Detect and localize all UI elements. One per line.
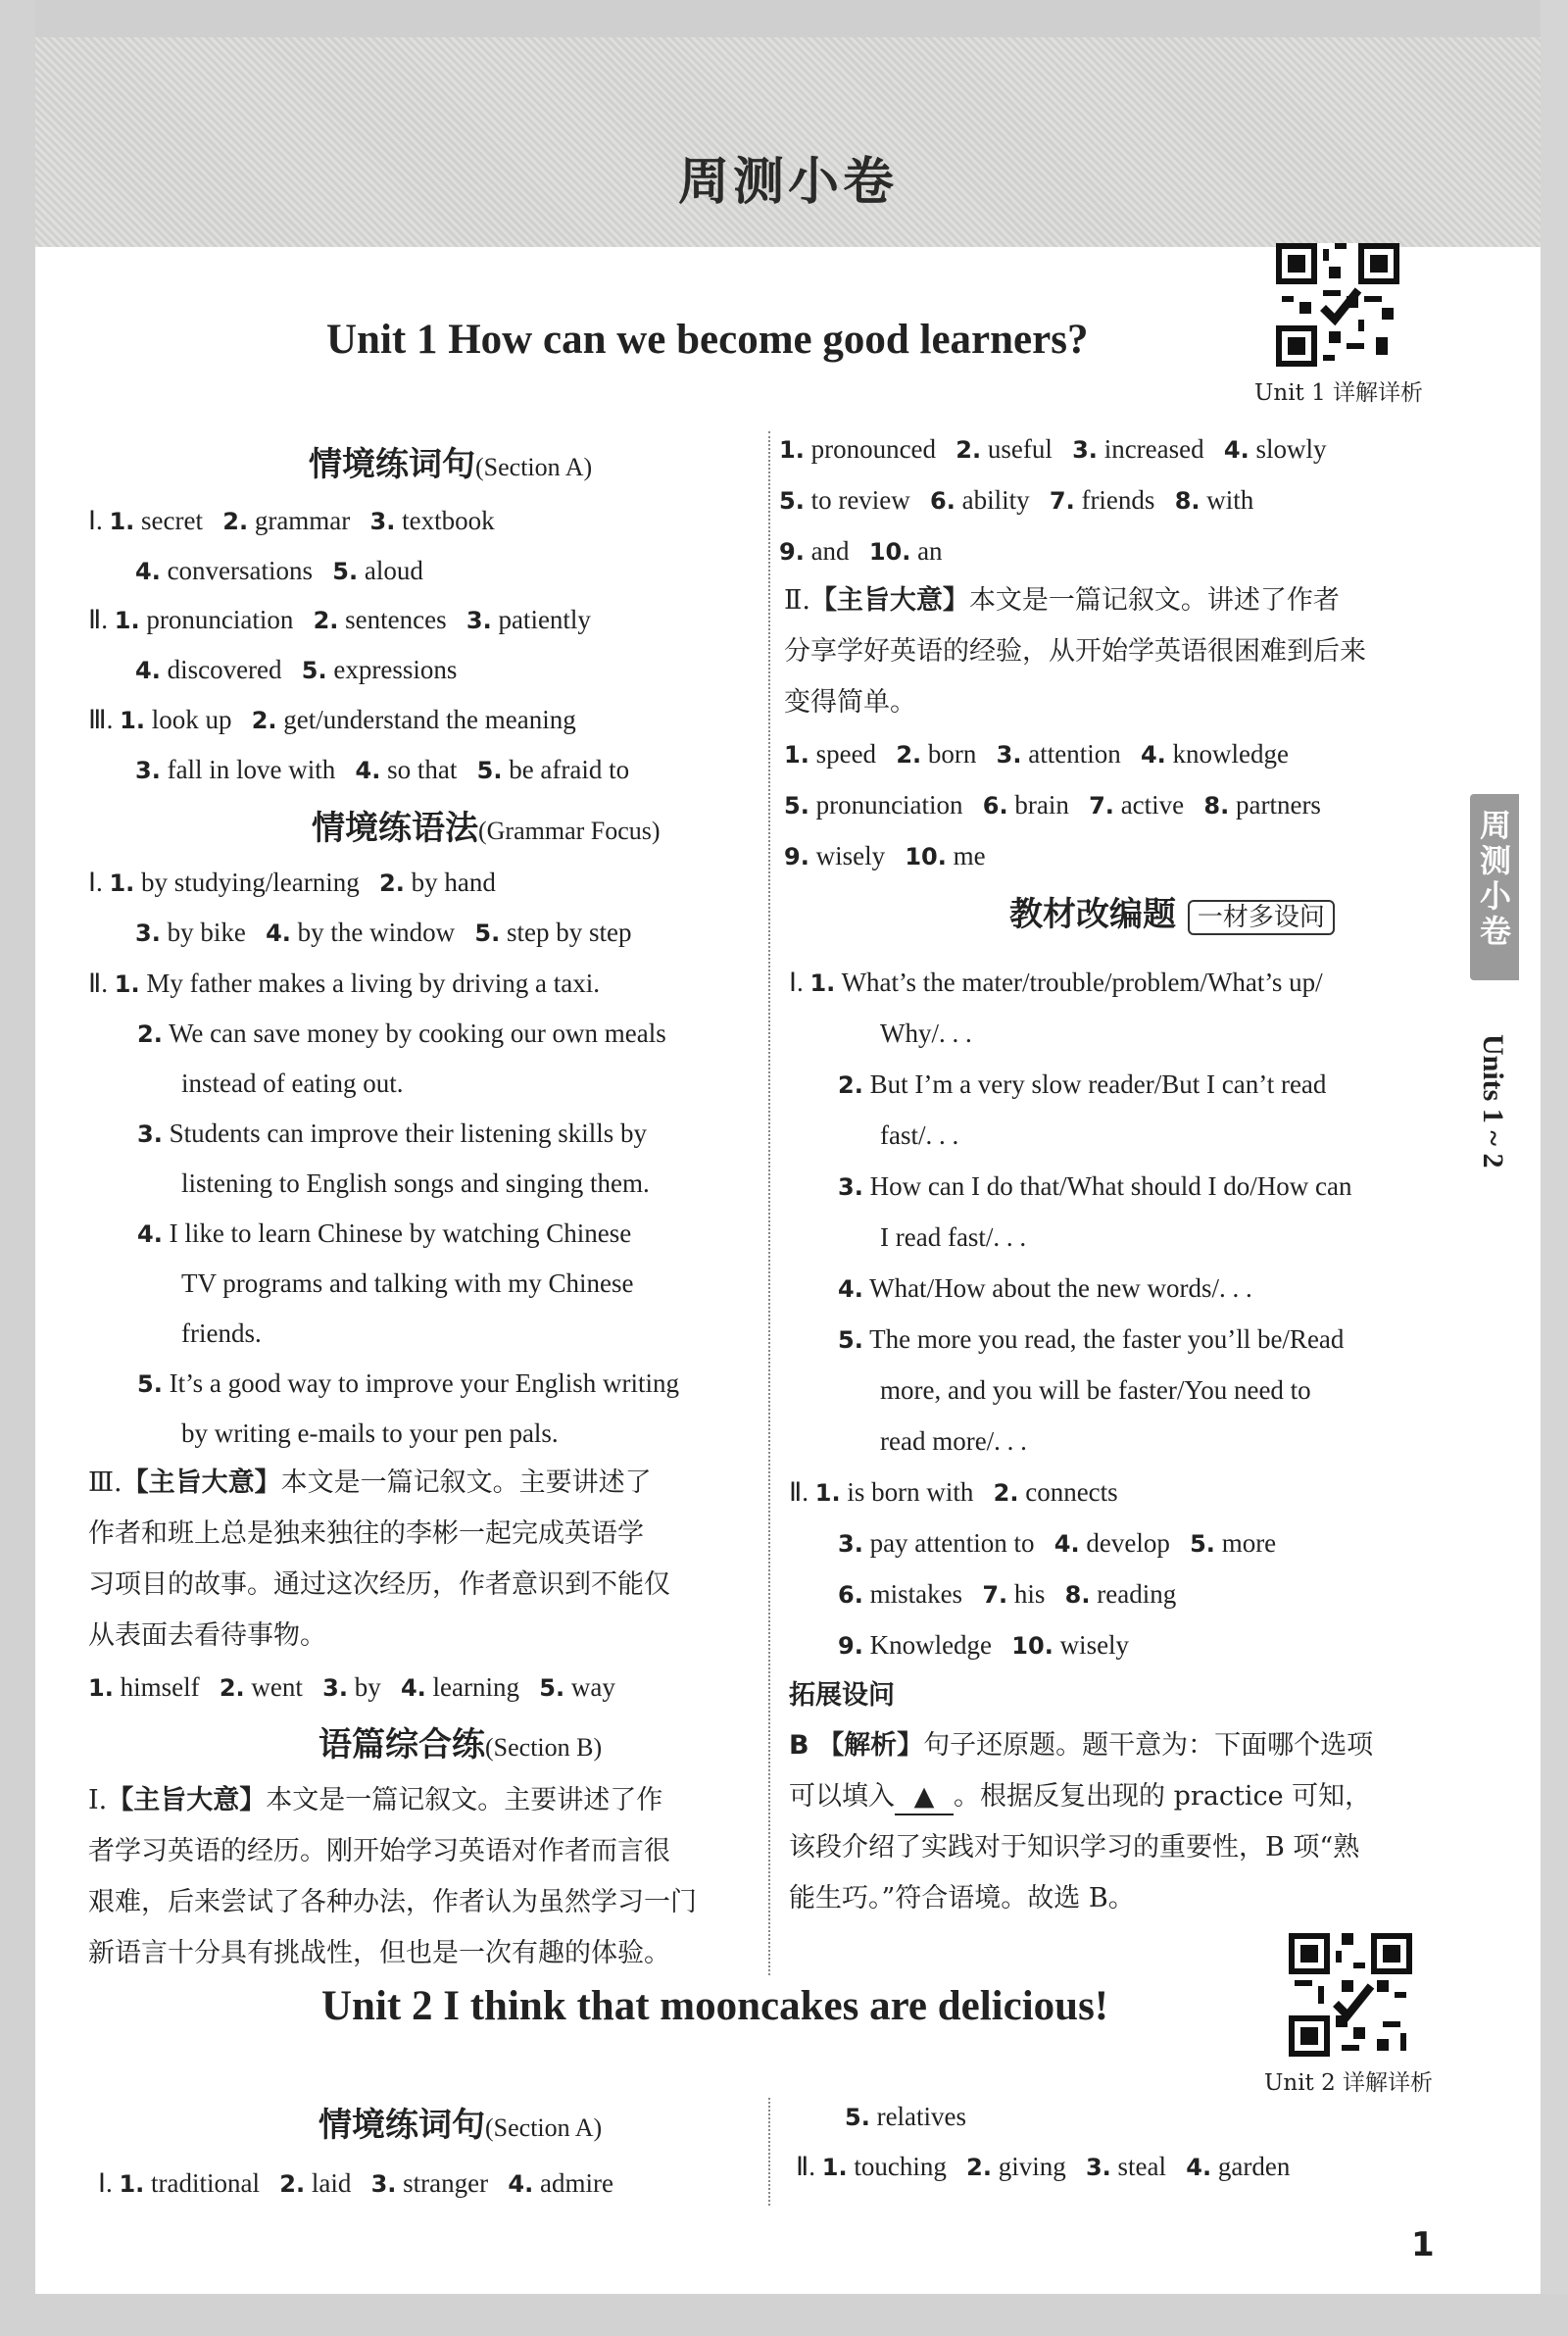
answer-number: 4. [135,657,161,684]
scan-edge-right [1541,0,1568,2336]
answer-text: pronunciation [815,790,963,820]
qr-caption-unit1: Unit 1 详解详析 [1254,380,1424,406]
answer-number: 3. [838,1530,863,1558]
answer-line [88,1670,615,1705]
answer-line [838,1068,1326,1102]
answer-text: aloud [364,556,423,585]
answer-line [135,753,629,787]
roman-numeral: Ⅱ. [796,2152,816,2181]
answer-number: 7. [1089,792,1114,820]
answer-text: conversations [167,556,314,585]
answer-text: useful [987,434,1053,464]
answer-number: 1. [114,970,140,998]
answer-number: 4. [400,1674,426,1702]
answer-text: step by step [506,918,632,947]
answer-text: ability [961,485,1030,515]
answer-text: active [1120,790,1185,820]
summary-tag: 【主旨大意】 [809,585,969,616]
summary-line [88,1784,662,1817]
summary-text: 本文是一篇记叙文。讲述了作者 [968,585,1340,616]
answer-number: 7. [982,1581,1008,1609]
answer-text: an [917,536,943,566]
answer-text: What’s the mater/trouble/problem/What’s up/ [841,968,1323,997]
answer-letter: B [789,1730,809,1761]
answer-number: 5. [539,1674,565,1702]
answer-text: by bike [167,918,246,947]
answer-number: 1. [784,741,809,769]
answer-number: 2. [219,1674,245,1702]
answer-line: by writing e-mails to your pen pals. [181,1418,559,1448]
answer-number: 10. [868,538,911,566]
answer-number: 1. [779,436,805,464]
answer-line [135,554,423,588]
answer-number: 3. [370,2170,397,2198]
roman-numeral: Ⅲ. [88,705,114,734]
explanation-line: 该段介绍了实践对于知识学习的重要性，B 项“熟 [789,1832,1360,1863]
summary-text: 本文是一篇记叙文。主要讲述了 [280,1467,652,1498]
answer-number: 2. [896,741,922,769]
answer-line: I read fast/. . . [880,1222,1027,1252]
answer-text: and [810,536,850,566]
answer-text: garden [1217,2152,1291,2181]
answer-text: giving [998,2152,1066,2181]
answer-number: 4. [135,558,161,585]
side-units-label: Units 1 ~ 2 [1477,1034,1509,1168]
section-title-reading-b [318,1717,602,1765]
answer-text: Knowledge [869,1630,993,1660]
section-title-textbook [1009,887,1335,935]
answer-text: get/understand the meaning [283,705,576,734]
answer-text: connects [1025,1477,1118,1507]
answer-number: 2. [222,508,249,535]
answer-line: listening to English songs and singing them. [181,1168,650,1198]
answer-number: 1. [821,2154,848,2181]
answer-text: What/How about the new words/. . . [869,1273,1252,1303]
answer-line [88,504,495,538]
section-title-vocab-a [309,437,592,485]
answer-line [88,866,496,900]
answer-text: himself [120,1672,200,1702]
section-badge: 一材多设问 [1188,900,1335,935]
answer-number: 5. [476,757,503,784]
answer-text: We can save money by cooking our own meals [169,1019,666,1048]
answer-number: 2. [993,1479,1019,1507]
answer-text: pronunciation [146,605,294,634]
answer-number: 3. [135,757,161,784]
answer-number: 3. [838,1173,863,1201]
answer-number: 6. [982,792,1008,820]
answer-number: 5. [845,2104,870,2131]
answer-text: speed [815,739,877,769]
answer-text: wisely [1059,1630,1130,1660]
explanation-text: 句子还原题。题干意为：下面哪个选项 [923,1730,1374,1761]
section-title-text: 教材改编题 [1009,895,1176,934]
answer-line [779,534,943,569]
answer-text: by [354,1672,381,1702]
answer-number: 8. [1174,487,1200,515]
qr-code-icon[interactable] [1289,1933,1412,2057]
answer-line [135,653,457,687]
answer-text: me [953,841,986,870]
unit2-title: Unit 2 I think that mooncakes are delicious! [321,1983,1109,2029]
answer-text: increased [1103,434,1204,464]
page-number: 1 [1411,2225,1435,2264]
answer-text: But I’m a very slow reader/But I can’t read [869,1069,1327,1099]
answer-number: 4. [1186,2154,1212,2181]
answer-number: 3. [996,741,1022,769]
answer-text: touching [854,2152,947,2181]
answer-text: My father makes a living by driving a taxi. [146,969,601,998]
scan-edge-top [0,0,1568,37]
answer-number: 1. [109,870,135,897]
answer-number: 7. [1049,487,1075,515]
section-subtitle: (Section A) [485,2113,603,2142]
scan-edge-left [0,0,35,2336]
answer-text: traditional [151,2168,261,2198]
answer-text: secret [141,506,203,535]
explanation-text: 。根据反复出现的 practice 可知， [954,1781,1372,1812]
answer-number: 5. [301,657,327,684]
answer-number: 1. [88,1674,114,1702]
section-title-text: 情境练词句 [309,445,475,484]
qr-code-icon[interactable] [1276,243,1399,367]
answer-line [137,1367,679,1401]
answer-text: textbook [402,506,495,535]
answer-number: 10. [1011,1632,1054,1660]
answer-text: look up [151,705,232,734]
summary-line [88,1466,652,1500]
summary-line: 变得简单。 [784,687,916,718]
answer-text: by the window [297,918,456,947]
answer-number: 4. [508,2170,534,2198]
answer-number: 3. [322,1674,348,1702]
answer-number: 1. [119,2170,145,2198]
summary-line: 习项目的故事。通过这次经历，作者意识到不能仅 [88,1569,670,1600]
summary-line [784,584,1340,618]
explanation-line [789,1729,1373,1763]
answer-number: 5. [779,487,805,515]
answer-number: 3. [369,508,396,535]
column-divider [768,431,770,1975]
answer-number: 5. [137,1370,163,1398]
answer-text: partners [1235,790,1321,820]
answer-number: 5. [784,792,809,820]
answer-line [838,1322,1344,1357]
summary-line: 分享学好英语的经验，从开始学英语很困难到后来 [784,636,1366,667]
column-divider [768,2098,770,2206]
answer-text: The more you read, the faster you’ll be/Read [869,1324,1345,1354]
answer-text: knowledge [1172,739,1289,769]
answer-line [838,1271,1252,1306]
answer-text: be afraid to [509,755,630,784]
answer-number: 9. [779,538,805,566]
answer-text: Students can improve their listening skills by [169,1118,648,1148]
roman-numeral: Ⅲ. [88,1467,122,1498]
answer-number: 4. [1054,1530,1080,1558]
answer-line: read more/. . . [880,1426,1027,1456]
answer-line [137,1117,647,1151]
summary-text: 本文是一篇记叙文。主要讲述了作 [266,1785,663,1815]
answer-line [838,1169,1351,1204]
explanation-text: 可以填入 [789,1781,895,1812]
answer-text: more [1221,1528,1277,1558]
answer-number: 1. [114,607,140,634]
answer-text: patiently [498,605,591,634]
answer-number: 2. [379,870,405,897]
answer-text: relatives [876,2102,967,2131]
section-title-grammar [312,801,661,849]
answer-line: Why/. . . [880,1019,972,1048]
answer-line [845,2100,966,2134]
answer-number: 4. [266,919,291,947]
answer-number: 2. [956,436,982,464]
section-subtitle: (Section A) [475,453,593,481]
explanation-tag: 【解析】 [817,1730,924,1761]
answer-number: 10. [905,843,947,870]
answer-number: 2. [313,607,339,634]
answer-line [88,603,591,637]
answer-text: attention [1028,739,1121,769]
answer-number: 3. [1085,2154,1111,2181]
section-title-text: 情境练词句 [318,2106,485,2145]
answer-line [88,703,576,737]
answer-text: is born with [847,1477,974,1507]
qr-caption-unit2: Unit 2 详解详析 [1264,2070,1434,2096]
answer-text: steal [1117,2152,1167,2181]
answer-number: 3. [137,1120,163,1148]
answer-number: 1. [809,969,836,997]
answer-text: by studying/learning [141,868,360,897]
roman-numeral: Ⅰ. [88,506,103,535]
explanation-line [789,1780,1371,1815]
answer-line [784,737,1289,771]
banner-title: 周测小卷 [677,153,898,212]
answer-number: 2. [251,707,277,734]
summary-line: 艰难，后来尝试了各种办法，作者认为虽然学习一门 [88,1887,697,1917]
answer-line: TV programs and talking with my Chinese [181,1268,634,1298]
summary-tag: 【主旨大意】 [122,1467,281,1498]
answer-text: develop [1086,1528,1170,1558]
answer-line [779,483,1253,518]
answer-line: fast/. . . [880,1120,959,1150]
summary-line: 新语言十分具有挑战性，但也是一次有趣的体验。 [88,1938,670,1968]
roman-numeral: Ⅰ. [88,1785,108,1815]
answer-line [88,967,600,1001]
answer-number: 5. [474,919,501,947]
answer-line [789,1475,1118,1510]
answer-line [135,916,631,950]
summary-tag: 【主旨大意】 [107,1785,267,1815]
answer-line [98,2166,613,2201]
header-banner [35,37,1541,247]
answer-text: How can I do that/What should I do/How can [869,1171,1352,1201]
answer-number: 8. [1203,792,1230,820]
extension-title: 拓展设问 [789,1680,895,1711]
answer-number: 1. [814,1479,841,1507]
answer-text: his [1013,1579,1046,1609]
answer-line: friends. [181,1318,262,1348]
answer-line [838,1628,1129,1663]
answer-number: 4. [137,1220,163,1248]
answer-number: 6. [838,1581,863,1609]
answer-text: slowly [1255,434,1327,464]
answer-number: 2. [966,2154,992,2181]
answer-line: instead of eating out. [181,1069,404,1098]
answer-line [779,432,1326,467]
answer-number: 4. [838,1275,863,1303]
answer-number: 3. [466,607,492,634]
answer-text: discovered [167,655,282,684]
answer-line [137,1017,666,1051]
explanation-line: 能生巧。”符合语境。故选 B。 [789,1883,1135,1914]
roman-numeral: Ⅱ. [88,605,109,634]
section-title-vocab-a [318,2098,602,2146]
answer-number: 3. [1072,436,1098,464]
answer-number: 5. [1190,1530,1215,1558]
section-subtitle: (Section B) [485,1733,603,1762]
answer-number: 9. [838,1632,863,1660]
answer-text: by hand [411,868,496,897]
answer-line [789,966,1323,1000]
answer-line [838,1526,1276,1561]
answer-line [838,1577,1176,1612]
answer-number: 4. [1223,436,1250,464]
section-subtitle: (Grammar Focus) [478,817,661,845]
answer-line: more, and you will be faster/You need to [880,1375,1311,1405]
answer-number: 8. [1064,1581,1091,1609]
answer-line [137,1217,631,1251]
answer-line [784,839,986,873]
side-tab-label: 周测小卷 [1475,809,1512,950]
answer-number: 4. [355,757,381,784]
answer-text: I like to learn Chinese by watching Chinese [169,1218,632,1248]
scan-edge-bottom [0,2294,1568,2336]
summary-line: 从表面去看待事物。 [88,1620,326,1651]
answer-number: 5. [332,558,359,585]
roman-numeral: Ⅱ. [784,585,810,616]
answer-text: mistakes [869,1579,963,1609]
answer-text: way [570,1672,615,1702]
answer-number: 9. [784,843,809,870]
answer-text: pronounced [810,434,937,464]
answer-text: fall in love with [167,755,336,784]
answer-text: stranger [403,2168,489,2198]
answer-text: learning [432,1672,520,1702]
roman-numeral: Ⅰ. [98,2168,113,2198]
answer-text: born [927,739,977,769]
unit1-title: Unit 1 How can we become good learners? [326,317,1089,363]
answer-number: 6. [930,487,956,515]
answer-text: sentences [345,605,447,634]
section-title-text: 情境练语法 [312,809,478,848]
blank-triangle-icon: ▲ [895,1780,954,1815]
answer-text: brain [1014,790,1069,820]
answer-text: laid [311,2168,352,2198]
answer-text: admire [539,2168,613,2198]
roman-numeral: Ⅰ. [88,868,103,897]
answer-number: 1. [109,508,135,535]
answer-number: 4. [1140,741,1166,769]
answer-line [784,788,1321,822]
answer-text: friends [1081,485,1155,515]
summary-line: 者学习英语的经历。刚开始学习英语对作者而言很 [88,1836,670,1866]
section-title-text: 语篇综合练 [318,1725,485,1764]
summary-line: 作者和班上总是独来独往的李彬一起完成英语学 [88,1518,644,1549]
answer-text: to review [810,485,910,515]
roman-numeral: Ⅱ. [88,969,109,998]
answer-text: It’s a good way to improve your English writing [169,1368,680,1398]
roman-numeral: Ⅱ. [789,1477,809,1507]
answer-number: 1. [120,707,145,734]
answer-text: reading [1097,1579,1177,1609]
answer-number: 5. [838,1326,863,1354]
answer-text: pay attention to [869,1528,1035,1558]
answer-line [796,2150,1290,2184]
answer-text: with [1206,485,1254,515]
answer-number: 2. [838,1071,863,1099]
answer-text: grammar [254,506,351,535]
answer-text: went [251,1672,303,1702]
answer-text: so that [387,755,458,784]
roman-numeral: Ⅰ. [789,968,804,997]
answer-number: 2. [279,2170,306,2198]
answer-number: 2. [137,1020,163,1048]
answer-number: 3. [135,919,161,947]
answer-text: wisely [815,841,886,870]
answer-text: expressions [333,655,458,684]
